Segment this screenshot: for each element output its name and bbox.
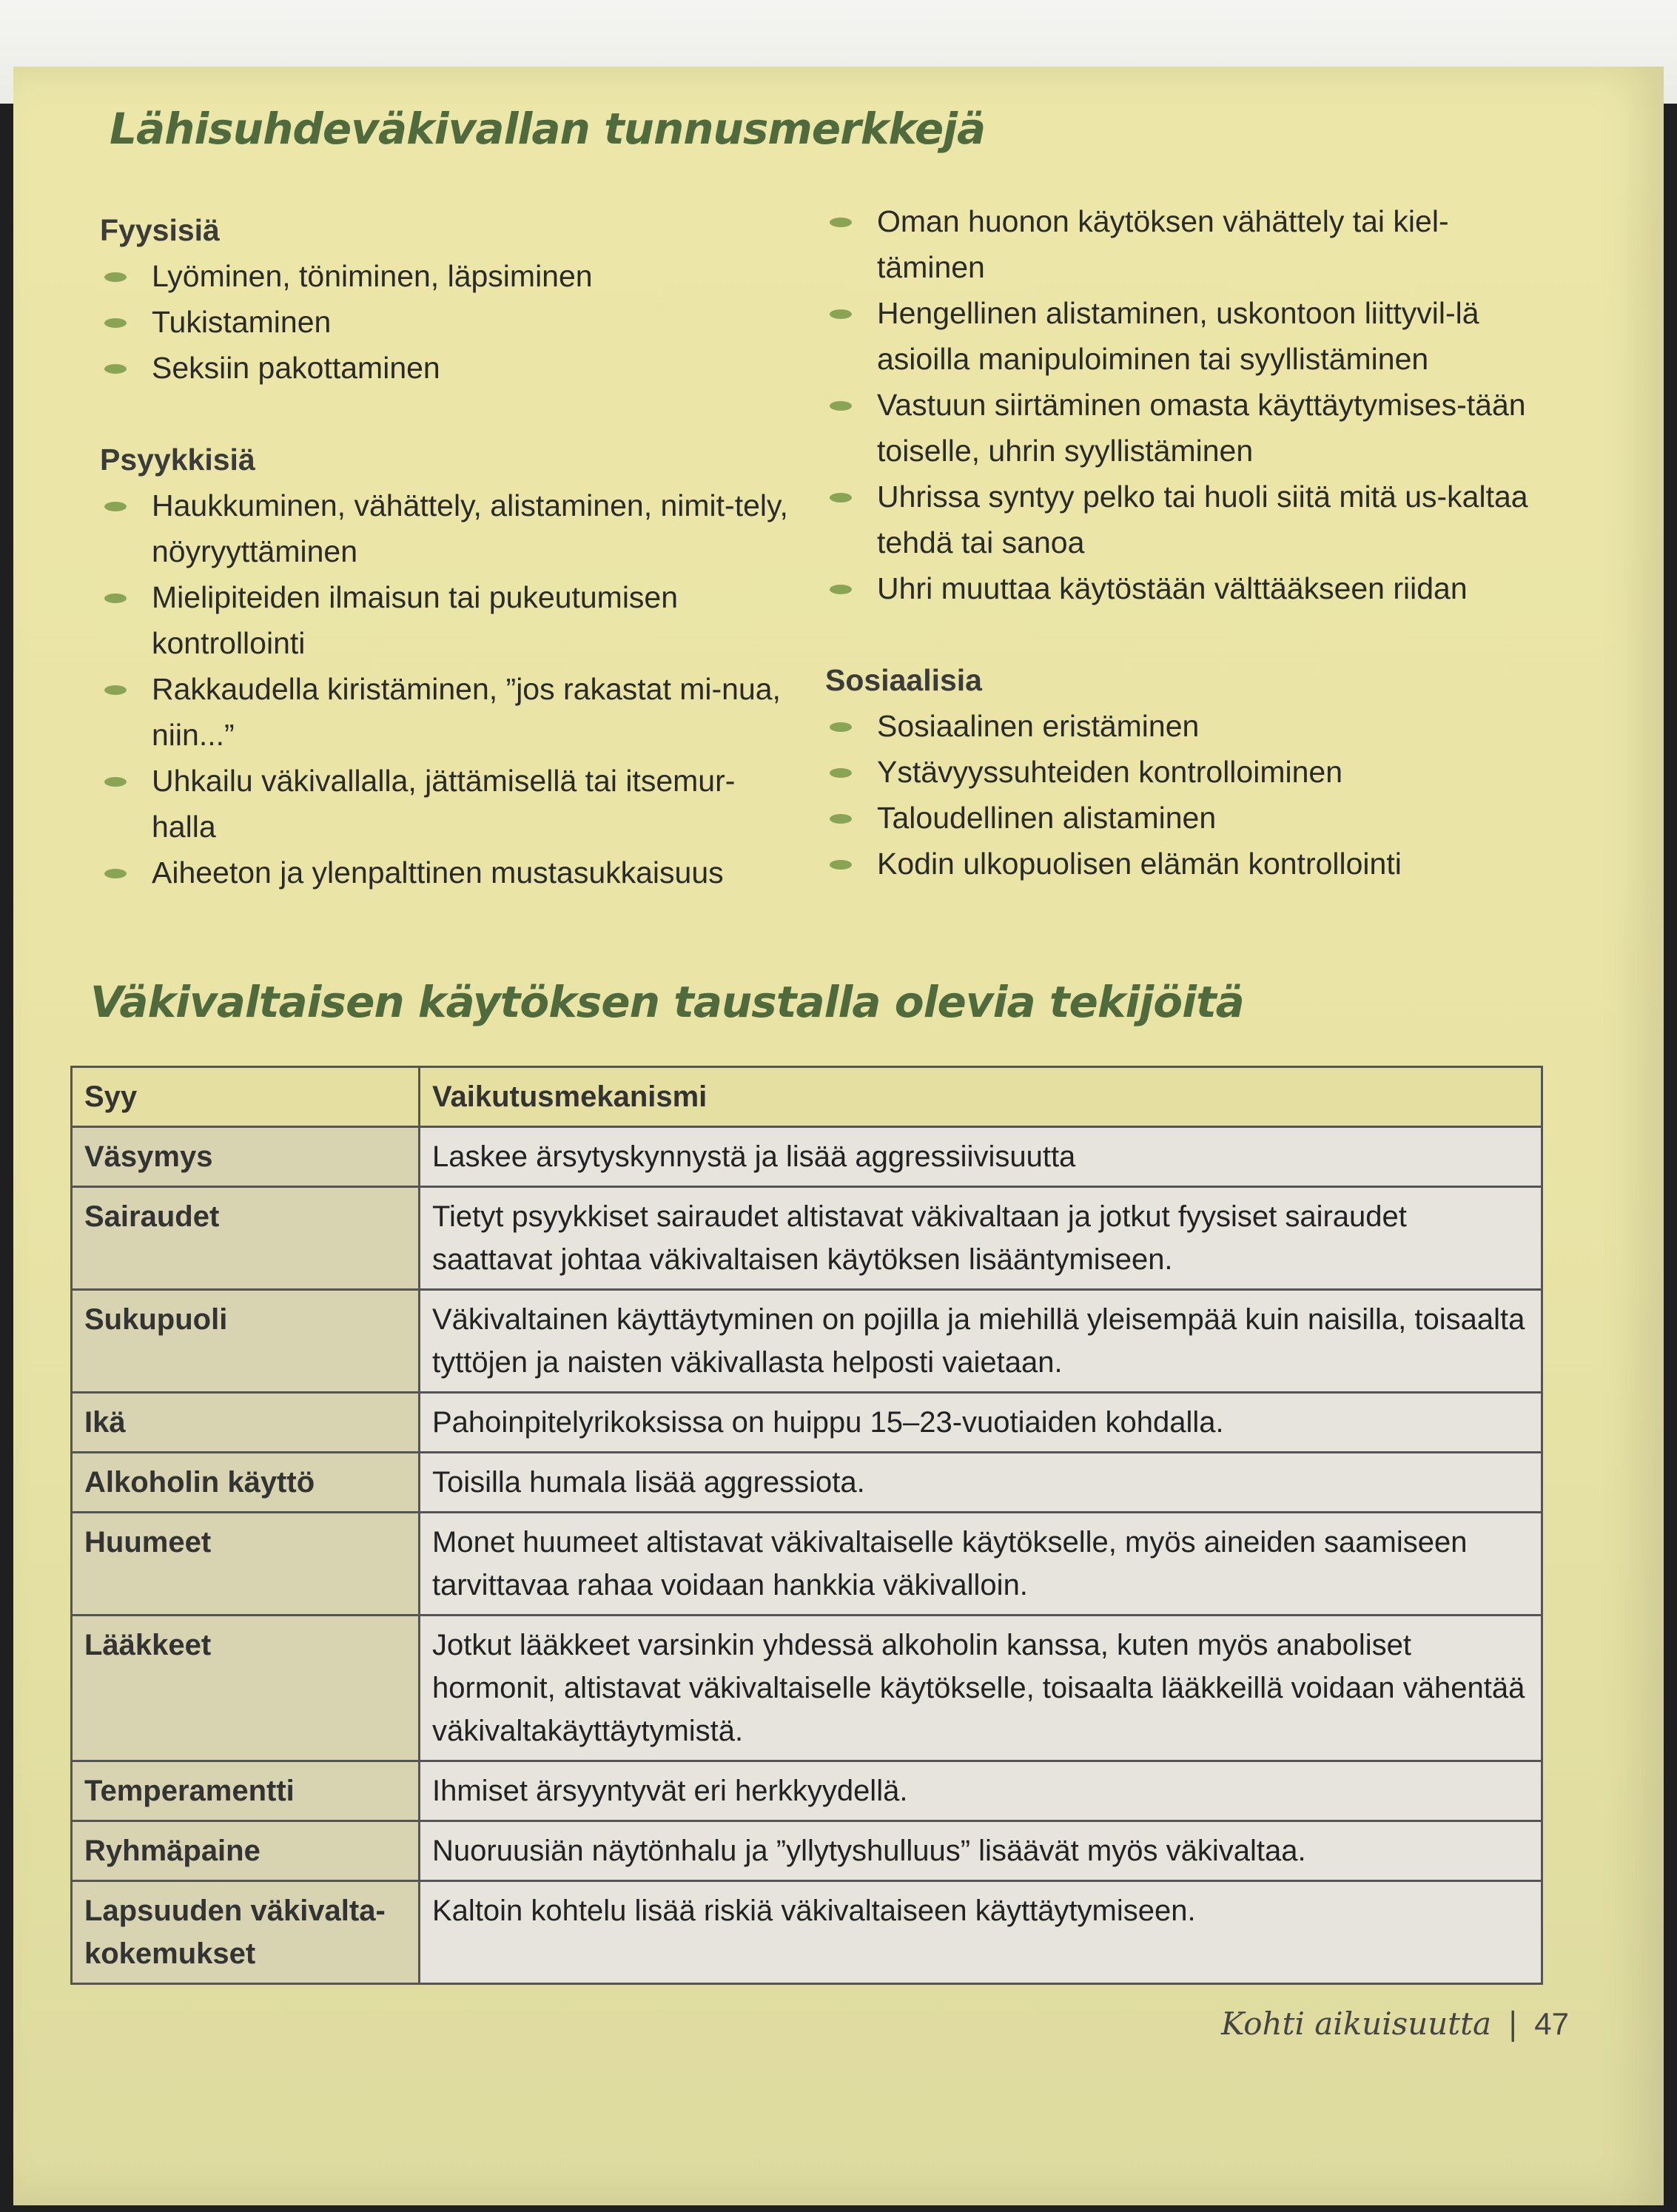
mechanism-cell: Jotkut lääkkeet varsinkin yhdessä alkoholin kanssa, kuten myös anaboliset hormonit, altistavat väkivaltaiselle käytökselle, toisaalta lääkkeillä voidaan vähentää väkivaltakäyttäytymistä.: [420, 1616, 1542, 1761]
list-item: Vastuun siirtäminen omasta käyttäytymises-tään toiselle, uhrin syyllistäminen: [825, 382, 1536, 474]
table-row: [72, 1127, 1542, 1187]
cause-cell: Ryhmäpaine: [72, 1821, 420, 1881]
mechanism-cell: Kaltoin kohtelu lisää riskiä väkivaltaiseen käyttäytymiseen.: [420, 1881, 1542, 1984]
mechanism-cell: Ihmiset ärsyyntyvät eri herkkyydellä.: [420, 1761, 1542, 1821]
list-item: Uhrissa syntyy pelko tai huoli siitä mitä us-kaltaa tehdä tai sanoa: [825, 474, 1536, 565]
cause-cell: Huumeet: [72, 1513, 420, 1616]
list-item: Mielipiteiden ilmaisun tai pukeutumisen kontrollointi: [100, 574, 792, 666]
mechanism-cell: Tietyt psyykkiset sairaudet altistavat väkivaltaan ja jotkut fyysiset sairaudet saattavat johtaa väkivaltaisen käytöksen lisääntymiseen.: [420, 1187, 1542, 1290]
subheading-physical: Fyysisiä: [100, 213, 220, 247]
list-item: Haukkuminen, vähättely, alistaminen, nimit-tely, nöyryyttäminen: [100, 483, 792, 574]
list-item: Tukistaminen: [100, 299, 792, 345]
column-header-cause: Syy: [72, 1067, 420, 1127]
list-item: Uhkailu väkivallalla, jättämisellä tai itsemur-halla: [100, 758, 792, 850]
mechanism-cell: Pahoinpitelyrikoksissa on huippu 15–23-vuotiaiden kohdalla.: [420, 1393, 1542, 1453]
table-row: [72, 1761, 1542, 1821]
list-item: Oman huonon käytöksen vähättely tai kiel-täminen: [825, 198, 1536, 290]
cause-cell: Lapsuuden väkivalta-kokemukset: [72, 1881, 420, 1984]
social-list: [825, 703, 1536, 887]
factors-table: [70, 1066, 1543, 1985]
list-item: Hengellinen alistaminen, uskontoon liittyvil-lä asioilla manipuloiminen tai syyllistäminen: [825, 290, 1536, 382]
subheading-psych: Psyykkisiä: [100, 443, 255, 477]
page-footer: [1221, 2006, 1569, 2042]
list-item: Uhri muuttaa käytöstään välttääkseen riidan: [825, 565, 1536, 611]
table-row: [72, 1187, 1542, 1290]
heading-factors: Väkivaltaisen käytöksen taustalla olevia tekijöitä: [90, 977, 1244, 1027]
table-header-row: [72, 1067, 1542, 1127]
mechanism-cell: Laskee ärsytyskynnystä ja lisää aggressiivisuutta: [420, 1127, 1542, 1187]
list-item: Kodin ulkopuolisen elämän kontrollointi: [825, 841, 1536, 887]
mechanism-cell: Toisilla humala lisää aggressiota.: [420, 1453, 1542, 1513]
subheading-social: Sosiaalisia: [825, 663, 982, 697]
table-row: [72, 1453, 1542, 1513]
list-item: Aiheeton ja ylenpalttinen mustasukkaisuus: [100, 850, 792, 895]
psych-list-continued: [825, 198, 1536, 611]
left-column: [100, 207, 792, 895]
table-row: [72, 1513, 1542, 1616]
list-item: Lyöminen, töniminen, läpsiminen: [100, 253, 792, 299]
book-title: Kohti aikuisuutta: [1221, 2006, 1492, 2042]
list-item: Seksiin pakottaminen: [100, 345, 792, 391]
table-row: [72, 1290, 1542, 1393]
table-row: [72, 1393, 1542, 1453]
heading-signs: Lähisuhdeväkivallan tunnusmerkkejä: [110, 104, 986, 154]
cause-cell: Sairaudet: [72, 1187, 420, 1290]
cause-cell: Ikä: [72, 1393, 420, 1453]
page-number: 47: [1534, 2006, 1569, 2041]
column-header-mechanism: Vaikutusmekanismi: [420, 1067, 1542, 1127]
cause-cell: Sukupuoli: [72, 1290, 420, 1393]
cause-cell: Alkoholin käyttö: [72, 1453, 420, 1513]
cause-cell: Lääkkeet: [72, 1616, 420, 1761]
cause-cell: Temperamentti: [72, 1761, 420, 1821]
mechanism-cell: Väkivaltainen käyttäytyminen on pojilla ja miehillä yleisempää kuin naisilla, toisaalta tyttöjen ja naisten väkivallasta helposti vaietaan.: [420, 1290, 1542, 1393]
physical-list: [100, 253, 792, 391]
right-column: [825, 198, 1536, 887]
list-item: Sosiaalinen eristäminen: [825, 703, 1536, 749]
list-item: Taloudellinen alistaminen: [825, 795, 1536, 841]
mechanism-cell: Nuoruusiän näytönhalu ja ”yllytyshulluus” lisäävät myös väkivaltaa.: [420, 1821, 1542, 1881]
cause-cell: Väsymys: [72, 1127, 420, 1187]
list-item: Rakkaudella kiristäminen, ”jos rakastat mi-nua, niin...”: [100, 666, 792, 758]
footer-divider: |: [1508, 2006, 1519, 2042]
table-row: [72, 1616, 1542, 1761]
list-item: Ystävyyssuhteiden kontrolloiminen: [825, 749, 1536, 795]
mechanism-cell: Monet huumeet altistavat väkivaltaiselle käytökselle, myös aineiden saamiseen tarvittavaa rahaa voidaan hankkia väkivalloin.: [420, 1513, 1542, 1616]
psych-list: [100, 483, 792, 895]
table-row: [72, 1881, 1542, 1984]
table-row: [72, 1821, 1542, 1881]
